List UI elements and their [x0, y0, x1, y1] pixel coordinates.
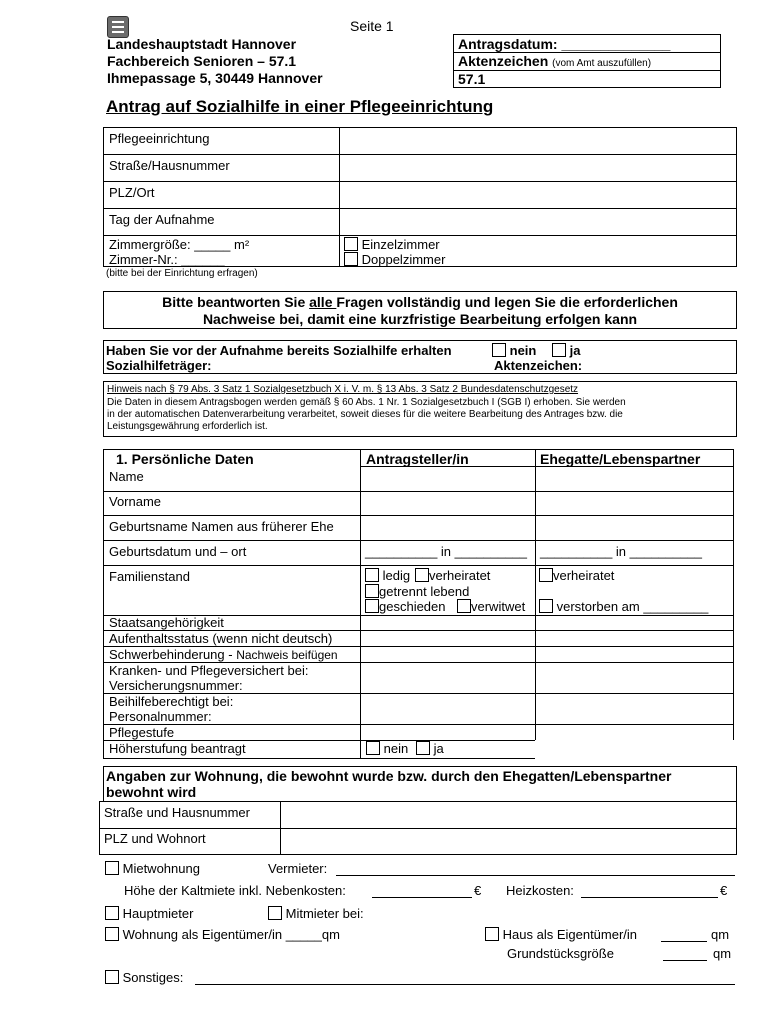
prior-aid-no-checkbox[interactable]	[492, 343, 506, 357]
name-label: Name	[109, 469, 144, 484]
aid-carrier-label: Sozialhilfeträger:	[106, 358, 212, 373]
mietwohnung-checkbox[interactable]	[105, 861, 119, 875]
sonstiges-option[interactable]: Sonstiges:	[105, 970, 183, 985]
vermieter-line[interactable]	[336, 875, 735, 876]
pflegestufe-label: Pflegestufe	[109, 725, 175, 740]
privacy-line1: Die Daten in diesem Antragsbogen werden gemäß § 60 Abs. 1 Nr. 1 Sozialgesetzbuch I (SGB I) erhoben. Sie werden	[107, 397, 626, 408]
sonstiges-checkbox[interactable]	[105, 970, 119, 984]
mitmieter-checkbox[interactable]	[268, 906, 282, 920]
sonstiges-line[interactable]	[195, 984, 735, 985]
housing-heading-line1: Angaben zur Wohnung, die bewohnt wurde bzw. durch den Ehegatten/Lebenspartner	[106, 768, 672, 784]
housing-plz-input[interactable]	[281, 829, 736, 855]
org-department: Fachbereich Senioren – 57.1	[107, 53, 297, 69]
admission-date-label: Tag der Aufnahme	[109, 212, 215, 227]
hoeherstufung-yes-checkbox[interactable]	[416, 741, 430, 755]
haus-qm-line[interactable]	[661, 941, 707, 942]
org-name: Landeshauptstadt Hannover	[107, 36, 297, 52]
col-spouse: Ehegatte/Lebenspartner	[540, 451, 701, 467]
haus-qm-unit: qm	[711, 927, 730, 942]
street-label: Straße/Hausnummer	[109, 158, 230, 173]
grundstueck-line[interactable]	[663, 960, 707, 961]
hoeherstufung-yes-option[interactable]: ja	[416, 741, 444, 756]
street-input[interactable]	[340, 155, 736, 181]
mietwohnung-option[interactable]: Mietwohnung	[105, 861, 200, 876]
single-room-option[interactable]: Einzelzimmer	[344, 237, 440, 252]
eigentum-haus-option[interactable]: Haus als Eigentümer/in	[485, 927, 637, 942]
personalnummer-label: Personalnummer:	[109, 709, 212, 724]
familienstand-label: Familienstand	[109, 569, 190, 584]
privacy-line3: Leistungsgewährung erforderlich ist.	[107, 421, 268, 432]
eigentum-haus-checkbox[interactable]	[485, 927, 499, 941]
aktenzeichen-value: 57.1	[458, 71, 486, 87]
instruction-line2: Nachweise bei, damit eine kurzfristige Bearbeitung erfolgen kann	[202, 311, 638, 327]
prior-aid-question: Haben Sie vor der Aufnahme bereits Sozialhilfe erhalten	[106, 343, 452, 358]
ledig-option[interactable]: ledig	[365, 568, 410, 583]
hoeherstufung-label: Höherstufung beantragt	[109, 741, 246, 756]
verwitwet-option[interactable]: verwitwet	[457, 599, 525, 614]
vermieter-label: Vermieter:	[268, 861, 328, 876]
hoeherstufung-no-option[interactable]: nein	[366, 741, 408, 756]
instruction-line1: Bitte beantworten Sie alle Fragen vollständig und legen Sie die erforderlichen	[162, 294, 678, 310]
geburtsdatum-label: Geburtsdatum und – ort	[109, 544, 247, 559]
versichert-label: Kranken- und Pflegeversichert bei:	[109, 663, 309, 678]
eigentum-wohnung-checkbox[interactable]	[105, 927, 119, 941]
prior-aid-yes-checkbox[interactable]	[552, 343, 566, 357]
spouse-verstorben-checkbox[interactable]	[539, 599, 553, 613]
geschieden-option[interactable]: geschieden	[365, 599, 446, 614]
eigentum-wohnung-option[interactable]: Wohnung als Eigentümer/in _____qm	[105, 927, 340, 942]
hauptmieter-checkbox[interactable]	[105, 906, 119, 920]
room-note: (bitte bei der Einrichtung erfragen)	[106, 268, 258, 279]
mitmieter-option[interactable]: Mitmieter bei:	[268, 906, 364, 921]
verwitwet-checkbox[interactable]	[457, 599, 471, 613]
personal-heading: 1. Persönliche Daten	[116, 451, 254, 467]
schwerbehinderung-label: Schwerbehinderung - Nachweis beifügen	[109, 647, 338, 662]
verheiratet-checkbox[interactable]	[415, 568, 429, 582]
facility-label: Pflegeeinrichtung	[109, 131, 210, 146]
getrennt-option[interactable]: getrennt lebend	[365, 584, 469, 599]
housing-street-label: Straße und Hausnummer	[104, 805, 250, 820]
spouse-verheiratet-checkbox[interactable]	[539, 568, 553, 582]
spouse-verheiratet-option[interactable]: verheiratet	[539, 568, 614, 583]
heizkosten-line[interactable]	[581, 897, 718, 898]
plz-input[interactable]	[340, 182, 736, 208]
admission-date-input[interactable]	[340, 209, 736, 235]
verheiratet-option[interactable]: verheiratet	[415, 568, 490, 583]
hauptmieter-option[interactable]: Hauptmieter	[105, 906, 193, 921]
menu-icon[interactable]	[107, 16, 129, 38]
applicant-birthdate-field[interactable]: __________ in __________	[365, 544, 527, 559]
antragsdatum-label: Antragsdatum: ______________	[458, 36, 671, 52]
single-room-checkbox[interactable]	[344, 237, 358, 251]
spouse-birthdate-field[interactable]: __________ in __________	[540, 544, 702, 559]
ledig-checkbox[interactable]	[365, 568, 379, 582]
heizkosten-label: Heizkosten:	[506, 883, 574, 898]
plz-label: PLZ/Ort	[109, 185, 155, 200]
grundstueck-unit: qm	[713, 946, 732, 961]
prior-aid-yes-option[interactable]: ja	[552, 343, 580, 358]
spouse-verstorben-option[interactable]: verstorben am _________	[539, 599, 708, 614]
housing-street-input[interactable]	[281, 802, 736, 828]
housing-plz-label: PLZ und Wohnort	[104, 831, 206, 846]
kaltmiete-line[interactable]	[372, 897, 472, 898]
facility-input[interactable]	[340, 128, 736, 154]
heizkosten-euro: €	[720, 883, 728, 898]
grundstueck-label: Grundstücksgröße	[507, 946, 614, 961]
hoeherstufung-no-checkbox[interactable]	[366, 741, 380, 755]
page-title: Antrag auf Sozialhilfe in einer Pflegeeinrichtung	[106, 97, 494, 116]
versicherungsnummer-label: Versicherungsnummer:	[109, 678, 243, 693]
double-room-checkbox[interactable]	[344, 252, 358, 266]
room-size-label: Zimmergröße: _____ m²	[109, 237, 250, 252]
room-nr-label: Zimmer-Nr.: ______	[109, 252, 225, 267]
beihilfe-label: Beihilfeberechtigt bei:	[109, 694, 234, 709]
prior-aid-no-option[interactable]: nein	[492, 343, 536, 358]
double-room-option[interactable]: Doppelzimmer	[344, 252, 445, 267]
housing-heading-line2: bewohnt wird	[106, 784, 197, 800]
geschieden-checkbox[interactable]	[365, 599, 379, 613]
privacy-heading: Hinweis nach § 79 Abs. 3 Satz 1 Sozialgesetzbuch X i. V. m. § 13 Abs. 3 Satz 2 Bundesdatenschutzgesetz	[107, 384, 579, 395]
kaltmiete-label: Höhe der Kaltmiete inkl. Nebenkosten:	[124, 883, 346, 898]
page-number: Seite 1	[350, 18, 394, 34]
aktenzeichen-label: Aktenzeichen (vom Amt auszufüllen)	[458, 53, 652, 69]
privacy-line2: in der automatischen Datenverarbeitung verarbeitet, soweit dieses für die weitere Bearbeitung des Antrages bzw. die	[107, 409, 623, 420]
geburtsname-label: Geburtsname Namen aus früherer Ehe	[109, 519, 334, 534]
kaltmiete-euro: €	[474, 883, 482, 898]
staatsangehoerigkeit-label: Staatsangehörigkeit	[109, 615, 224, 630]
col-applicant: Antragsteller/in	[366, 451, 469, 467]
aid-file-no-label: Aktenzeichen:	[494, 358, 583, 373]
aufenthaltsstatus-label: Aufenthaltsstatus (wenn nicht deutsch)	[109, 631, 333, 646]
vorname-label: Vorname	[109, 494, 162, 509]
org-address: Ihmepassage 5, 30449 Hannover	[107, 70, 323, 86]
getrennt-checkbox[interactable]	[365, 584, 379, 598]
